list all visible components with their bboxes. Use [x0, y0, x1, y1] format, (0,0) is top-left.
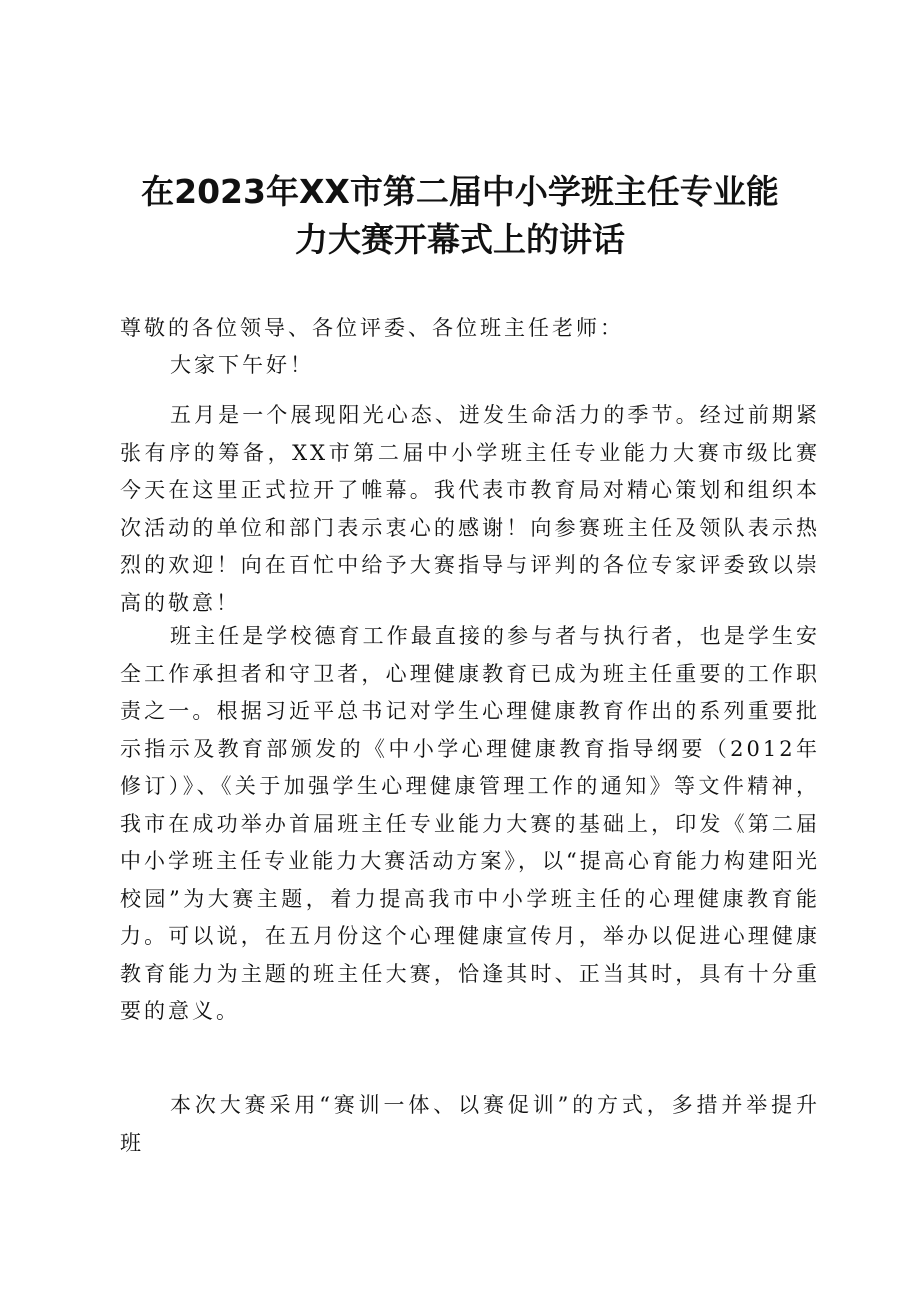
paragraph-text: 五月是一个展现阳光心态、迸发生命活力的季节。经过前期紧张有序的筹备，XX市第二届中小学班主任专业能力大赛市级比赛今天在这里正式拉开了帷幕。我代表市教育局对精心策划和组织本次活动的单位和部门表示衷心的感谢！向参赛班主任及领队表示热烈的欢迎！向在百忙中给予大赛指导与评判的各位专家评委致以崇高的敬意！: [120, 403, 820, 615]
paragraph-3: [120, 1087, 820, 1162]
salutation: [120, 310, 820, 348]
paragraph-text: 班主任是学校德育工作最直接的参与者与执行者，也是学生安全工作承担者和守卫者，心理健康教育已成为班主任重要的工作职责之一。根据习近平总书记对学生心理健康教育作出的系列重要批示指示及教育部颁发的《中小学心理健康教育指导纲要（2012年修订）》、《关于加强学生心理健康管理工作的通知》等文件精神，我市在成功举办首届班主任专业能力大赛的基础上，印发《第二届中小学班主任专业能力大赛活动方案》，以“提高心育能力构建阳光校园”为大赛主题，着力提高我市中小学班主任的心理健康教育能力。可以说，在五月份这个心理健康宣传月，举办以促进心理健康教育能力为主题的班主任大赛，恰逢其时、正当其时，具有十分重要的意义。: [120, 624, 820, 1023]
paragraph-text: 本次大赛采用“赛训一体、以赛促训”的方式，多措并举提升班: [120, 1093, 820, 1155]
salutation-text: 尊敬的各位领导、各位评委、各位班主任老师：: [120, 316, 624, 340]
paragraph-2: [120, 618, 820, 1031]
document-title-line-1: 在2023年XX市第二届中小学班主任专业能: [141, 172, 779, 211]
greeting: [120, 347, 820, 385]
greeting-text: 大家下午好！: [170, 353, 314, 377]
paragraph-1: [120, 397, 820, 622]
document-title-line-2: 力大赛开幕式上的讲话: [295, 220, 625, 259]
